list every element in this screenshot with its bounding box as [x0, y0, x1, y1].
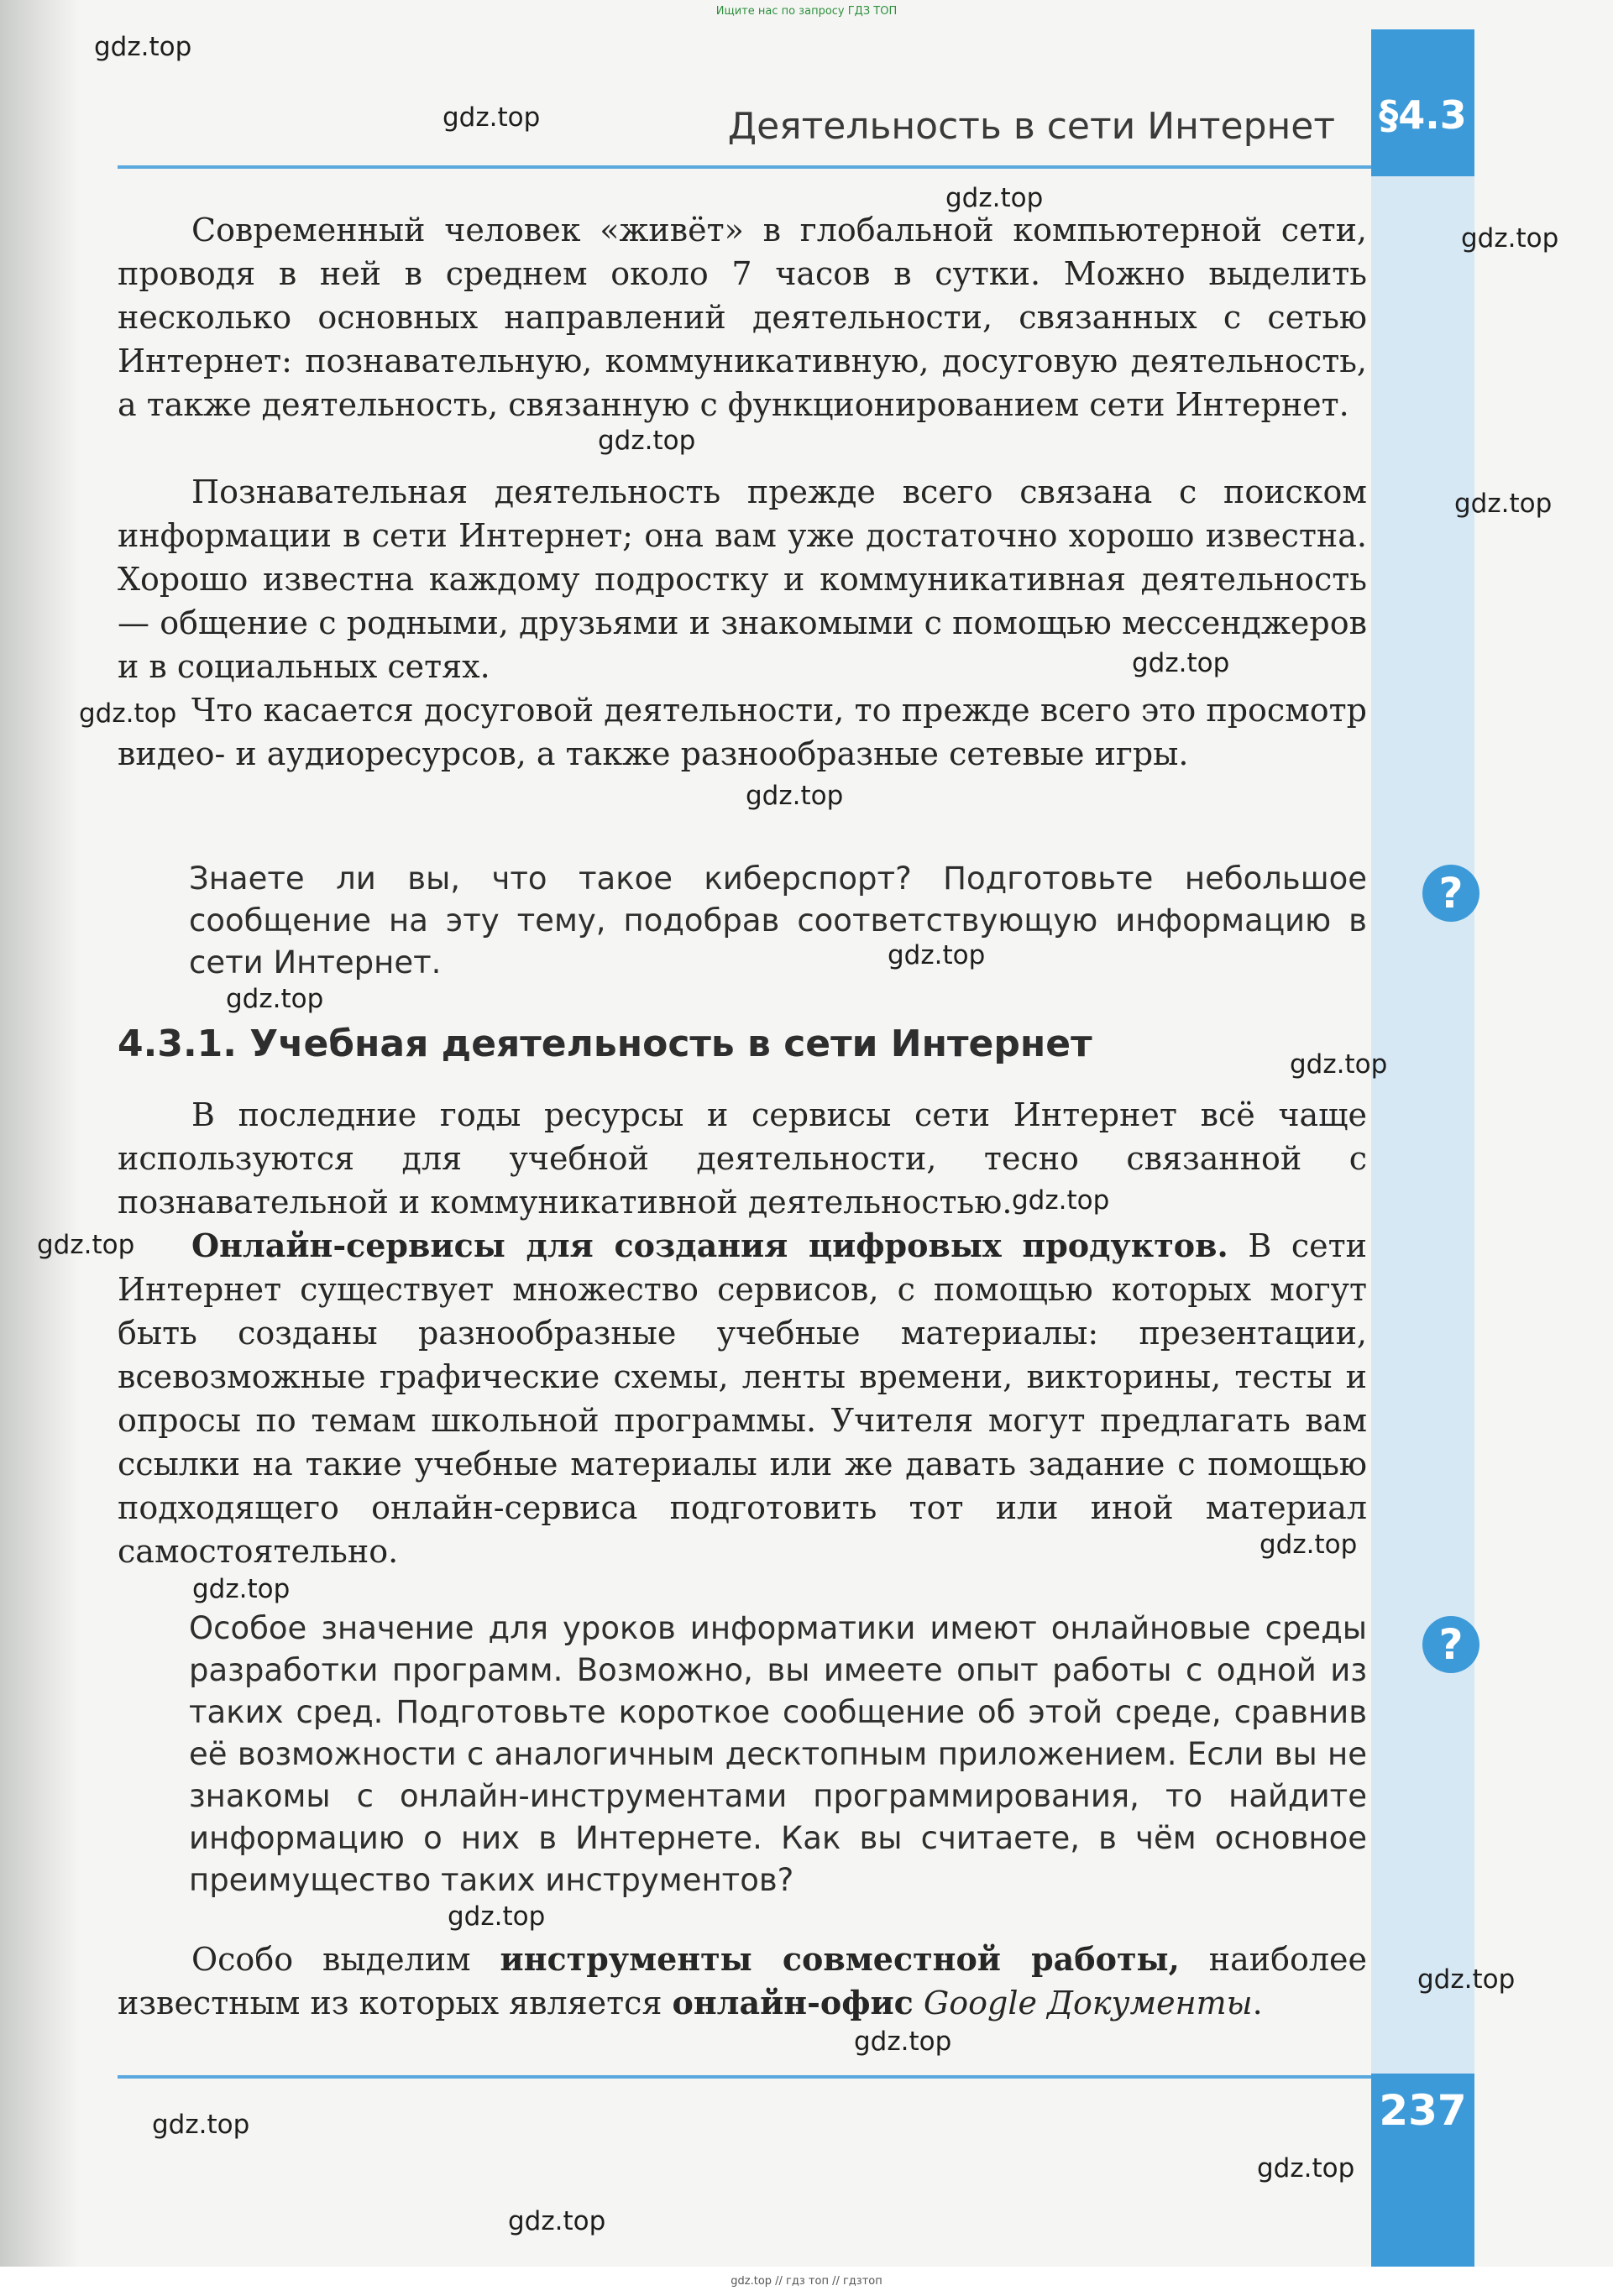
page-number: 237 [1379, 2086, 1467, 2135]
collab-text-c: наиболее известным из которых является [118, 1941, 1367, 2021]
term-collaboration-tools: инструменты совместной работы, [500, 1940, 1180, 1978]
watermark: gdz.top [1012, 1185, 1110, 1216]
collab-text-f: . [1252, 1985, 1263, 2021]
watermark: gdz.top [1260, 1530, 1358, 1560]
paragraph-leisure [118, 688, 1367, 776]
header-divider [118, 165, 1371, 169]
watermark: gdz.top [1257, 2153, 1355, 2184]
task-online-ide: Особое значение для уроков информатики имеют онлайновые среды разработки программ. Возможно, вы имеете опыт работы с одной из таких сред. Подготовьте короткое сообщение об этой среде, сравнив её возможности с аналогичным десктопным приложением. Если вы не знакомы с онлайн-инструментами программирования, то найдите информацию о них в Интернете. Как вы считаете, в чём основное преимущество таких инструментов? [189, 1610, 1367, 1898]
term-online-services: Онлайн-сервисы для создания цифровых продуктов. [191, 1226, 1228, 1264]
bottom-note: gdz.top // гдз топ // гдзтоп [731, 2275, 882, 2288]
watermark: gdz.top [226, 984, 324, 1014]
watermark: gdz.top [443, 102, 541, 133]
watermark: gdz.top [94, 32, 192, 62]
watermark: gdz.top [37, 1230, 135, 1260]
question-icon: ? [1422, 1616, 1479, 1673]
collab-text-a: Особо выделим [191, 1941, 500, 1978]
watermark: gdz.top [1454, 489, 1553, 519]
paragraph-online-services [118, 1224, 1367, 1573]
watermark: gdz.top [854, 2027, 952, 2057]
paragraph-learning-text: В последние годы ресурсы и сервисы сети Интернет всё чаще используются для учебной деятельности, тесно связанной с познавательной и коммуникативной деятельностью. [118, 1096, 1367, 1221]
task-cybersport: Знаете ли вы, что такое киберспорт? Подготовьте небольшое сообщение на эту тему, подобрав соответствующую информацию в сети Интернет. [189, 860, 1367, 981]
watermark: gdz.top [746, 781, 844, 811]
page-binding-shadow [0, 0, 80, 2296]
subsection-title: 4.3.1. Учебная деятельность в сети Интернет [118, 1022, 1092, 1065]
watermark: gdz.top [448, 1901, 546, 1932]
watermark: gdz.top [1132, 648, 1230, 678]
watermark: gdz.top [945, 183, 1044, 213]
section-number: §4.3 [1379, 92, 1467, 138]
top-note: Ищите нас по запросу ГДЗ ТОП [715, 5, 898, 18]
watermark: gdz.top [888, 940, 986, 970]
paragraph-online-services-indent [118, 1227, 1228, 1264]
paragraph-collaboration [118, 1938, 1367, 2025]
question-icon: ? [1422, 865, 1479, 922]
page-header-title: Деятельность в сети Интернет [727, 105, 1335, 148]
watermark: gdz.top [1290, 1049, 1388, 1080]
paragraph-online-services-text: В сети Интернет существует множество сервисов, с помощью которых могут быть созданы разнообразные учебные материалы: презентации, всевозможные графические схемы, ленты времени, викторины, тесты и опросы по темам школьной программы. Учителя могут предлагать вам ссылки на такие учебные материалы или же давать задание с помощью подходящего онлайн-сервиса подготовить тот или иной материал самостоятельно. [118, 1227, 1367, 1570]
watermark: gdz.top [1461, 223, 1559, 254]
watermark: gdz.top [152, 2110, 250, 2140]
paragraph-cognitive-text: Познавательная деятельность прежде всего связана с поиском информации в сети Интернет; она вам уже достаточно хорошо известна. Хорошо известна каждому подростку и коммуникативная деятельность — общение с родными, друзьями и знакомыми с помощью мессенджеров и в социальных сетях. [118, 473, 1367, 685]
watermark: gdz.top [192, 1574, 291, 1604]
paragraph-intro [118, 208, 1367, 426]
term-google-docs: Google Документы [923, 1985, 1253, 2021]
watermark: gdz.top [508, 2206, 606, 2236]
footer-divider [118, 2075, 1371, 2079]
side-band [1371, 29, 1474, 2267]
watermark: gdz.top [598, 426, 696, 456]
watermark: gdz.top [79, 698, 177, 729]
paragraph-leisure-text: Что касается досуговой деятельности, то прежде всего это просмотр видео- и аудиоресурсов, а также разнообразные сетевые игры. [118, 692, 1367, 772]
paragraph-intro-text: Современный человек «живёт» в глобальной компьютерной сети, проводя в ней в среднем около 7 часов в сутки. Можно выделить несколько основных направлений деятельности, связанных с сетью Интернет: познавательную, коммуникативную, досуговую деятельность, а также деятельность, связанную с функционированием сети Интернет. [118, 212, 1367, 423]
watermark: gdz.top [1417, 1964, 1516, 1995]
term-online-office: онлайн-офис [672, 1984, 914, 2021]
paragraph-learning [118, 1093, 1367, 1224]
